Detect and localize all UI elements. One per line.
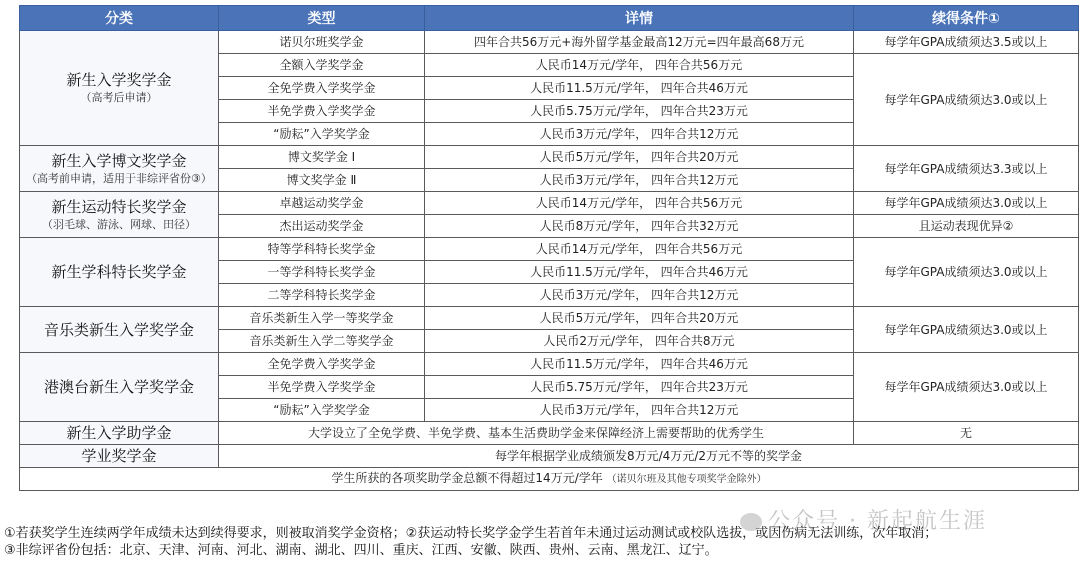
detail-cell: 人民币5万元/学年， 四年合共20万元 <box>425 307 854 330</box>
table-row <box>20 238 1079 261</box>
footnote-line: ①若获奖学生连续两学年成绩未达到续得要求，则被取消奖学金资格；②获运动特长奖学金学生若首年未通过运动测试或校队选拔，或因伤病无法训练，次年取消； <box>4 526 938 541</box>
category-cell <box>20 353 219 422</box>
detail-cell: 四年合共56万元+海外留学基金最高12万元=四年最高68万元 <box>425 31 854 54</box>
cap-row <box>20 468 1079 491</box>
condition-cell: 无 <box>854 422 1079 445</box>
detail-cell: 人民币8万元/学年， 四年合共32万元 <box>425 215 854 238</box>
condition-cell: 每学年GPA成绩须达3.0或以上 <box>854 192 1079 215</box>
type-cell: 诺贝尔班奖学金 <box>219 31 425 54</box>
detail-cell: 人民币2万元/学年， 四年合共8万元 <box>425 330 854 353</box>
category-name: 新生入学奖学金 <box>66 71 172 89</box>
type-cell: 半免学费入学奖学金 <box>219 376 425 399</box>
detail-cell: 人民币3万元/学年， 四年合共12万元 <box>425 284 854 307</box>
category-name: 新生学科特长奖学金 <box>51 263 187 281</box>
type-cell: “励耘”入学奖学金 <box>219 399 425 422</box>
table-header-row <box>20 6 1079 31</box>
detail-cell: 人民币14万元/学年， 四年合共56万元 <box>425 54 854 77</box>
condition-cell: 每学年GPA成绩须达3.0或以上 <box>854 238 1079 307</box>
type-cell: 全免学费入学奖学金 <box>219 77 425 100</box>
category-cell <box>20 307 219 353</box>
detail-cell: 人民币5.75万元/学年， 四年合共23万元 <box>425 376 854 399</box>
condition-cell: 每学年GPA成绩须达3.0或以上 <box>854 307 1079 353</box>
category-cell <box>20 31 219 146</box>
detail-cell: 人民币14万元/学年， 四年合共56万元 <box>425 238 854 261</box>
header-condition: 续得条件① <box>854 6 1079 31</box>
table-row <box>20 445 1079 468</box>
detail-cell: 人民币3万元/学年， 四年合共12万元 <box>425 169 854 192</box>
table-row <box>20 353 1079 376</box>
category-cell <box>20 146 219 192</box>
category-note: （高考前申请，适用于非综评省份③） <box>26 171 212 185</box>
condition-cell: 每学年GPA成绩须达3.0或以上 <box>854 353 1079 422</box>
detail-cell: 人民币5.75万元/学年， 四年合共23万元 <box>425 100 854 123</box>
cap-text: 学生所获的各项奖助学金总额不得超过14万元/学年 <box>331 471 603 485</box>
table-row <box>20 422 1079 445</box>
category-name: 新生入学助学金 <box>66 424 172 442</box>
category-cell <box>20 192 219 238</box>
header-category: 分类 <box>20 6 219 31</box>
detail-cell: 人民币3万元/学年， 四年合共12万元 <box>425 123 854 146</box>
type-cell: 博文奖学金 Ⅰ <box>219 146 425 169</box>
type-cell: 音乐类新生入学一等奖学金 <box>219 307 425 330</box>
cap-note: （诺贝尔班及其他专项奖学金除外） <box>606 474 767 485</box>
table-row <box>20 307 1079 330</box>
footnote-line: ③非综评省份包括：北京、天津、河南、河北、湖南、湖北、四川、重庆、江西、安徽、陕西、贵州、云南、黑龙江、辽宁。 <box>4 543 718 558</box>
table-row <box>20 192 1079 215</box>
watermark-text: 公众号 · 新起航生涯 <box>768 509 987 534</box>
detail-cell: 人民币11.5万元/学年， 四年合共46万元 <box>425 353 854 376</box>
type-cell: 博文奖学金 Ⅱ <box>219 169 425 192</box>
category-name: 港澳台新生入学奖学金 <box>43 378 194 396</box>
type-cell: 全额入学奖学金 <box>219 54 425 77</box>
header-detail: 详情 <box>425 6 854 31</box>
detail-cell: 人民币3万元/学年， 四年合共12万元 <box>425 399 854 422</box>
condition-cell: 每学年GPA成绩须达3.5或以上 <box>854 31 1079 54</box>
table-row <box>20 146 1079 169</box>
category-note: （高考后申请） <box>80 91 158 104</box>
header-type: 类型 <box>219 6 425 31</box>
type-cell: 半免学费入学奖学金 <box>219 100 425 123</box>
type-cell: 二等学科特长奖学金 <box>219 284 425 307</box>
detail-cell: 人民币5万元/学年， 四年合共20万元 <box>425 146 854 169</box>
footnotes <box>4 525 1076 559</box>
detail-cell: 大学设立了全免学费、半免学费、基本生活费助学金来保障经济上需要帮助的优秀学生 <box>219 422 854 445</box>
condition-cell: 每学年GPA成绩须达3.3或以上 <box>854 146 1079 192</box>
cap-cell <box>20 468 1079 491</box>
type-cell: 卓越运动奖学金 <box>219 192 425 215</box>
category-name: 音乐类新生入学奖学金 <box>43 320 194 339</box>
condition-cell: 每学年GPA成绩须达3.0或以上 <box>854 54 1079 146</box>
type-cell: 一等学科特长奖学金 <box>219 261 425 284</box>
detail-cell: 人民币11.5万元/学年， 四年合共46万元 <box>425 77 854 100</box>
category-cell <box>20 422 219 445</box>
type-cell: 杰出运动奖学金 <box>219 215 425 238</box>
type-cell: 全免学费入学奖学金 <box>219 353 425 376</box>
category-name: 新生运动特长奖学金 <box>51 197 187 216</box>
detail-cell: 每学年根据学业成绩颁发8万元/4万元/2万元不等的奖学金 <box>219 445 1079 468</box>
category-name: 新生入学博文奖学金 <box>51 151 187 170</box>
category-name: 学业奖学金 <box>81 447 157 465</box>
type-cell: “励耘”入学奖学金 <box>219 123 425 146</box>
table-row <box>20 31 1079 54</box>
condition-cell: 且运动表现优异② <box>854 215 1079 238</box>
scholarship-table <box>19 5 1079 491</box>
type-cell: 特等学科特长奖学金 <box>219 238 425 261</box>
category-note: （羽毛球、游泳、网球、田径） <box>42 217 196 231</box>
type-cell: 音乐类新生入学二等奖学金 <box>219 330 425 353</box>
detail-cell: 人民币11.5万元/学年， 四年合共46万元 <box>425 261 854 284</box>
category-cell <box>20 445 219 468</box>
category-cell <box>20 238 219 307</box>
detail-cell: 人民币14万元/学年， 四年合共56万元 <box>425 192 854 215</box>
